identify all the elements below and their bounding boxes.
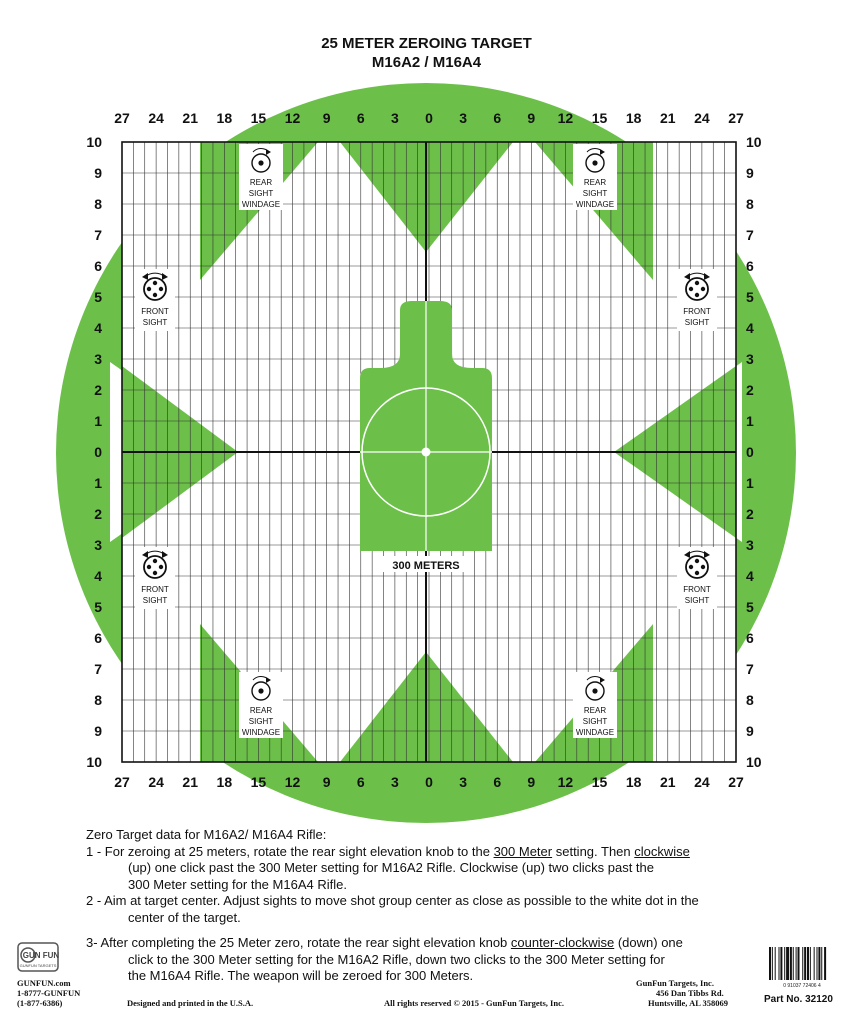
row-label-right: 2 [746, 506, 754, 522]
row-label-left: 3 [94, 351, 102, 367]
row-label-right: 5 [746, 599, 754, 615]
rear-sight-windage-icon [239, 144, 283, 210]
row-label-right: 2 [746, 382, 754, 398]
rear-sight-label-2-2: WINDAGE [241, 728, 281, 737]
row-label-right: 4 [746, 320, 754, 336]
instructions-heading: Zero Target data for M16A2/ M16A4 Rifle: [86, 827, 327, 842]
column-label-bottom: 21 [659, 774, 676, 790]
phone-digits: (1-877-6386) [17, 998, 63, 1008]
column-label-top: 18 [625, 110, 642, 126]
row-label-right: 1 [746, 413, 754, 429]
row-label-right: 3 [746, 537, 754, 553]
front-sight-label-0-1: SIGHT [142, 318, 168, 327]
row-label-right: 3 [746, 351, 754, 367]
row-label-left: 6 [94, 258, 102, 274]
row-label-right: 8 [746, 692, 754, 708]
column-label-top: 15 [591, 110, 608, 126]
front-sight-label-1-0: FRONT [683, 307, 711, 316]
column-label-top: 12 [284, 110, 301, 126]
front-sight-label-3-0: FRONT [683, 585, 711, 594]
front-sight-icon [135, 547, 175, 609]
column-label-top: 24 [694, 110, 710, 126]
column-label-top: 0 [425, 110, 433, 126]
instruction-step-3-line-2: click to the 300 Meter setting for the M16A2 Rifle, down two clicks to the 300 Meter setting for [128, 951, 665, 967]
copyright: All rights reserved © 2015 - GunFun Targets, Inc. [384, 998, 564, 1008]
instruction-step-1-line-3: 300 Meter setting for the M16A4 Rifle. [128, 876, 347, 892]
row-label-right: 6 [746, 630, 754, 646]
svg-text:GUN FUN: GUN FUN [22, 951, 59, 960]
row-label-left: 3 [94, 537, 102, 553]
row-label-right: 5 [746, 289, 754, 305]
column-label-bottom: 24 [148, 774, 164, 790]
row-label-right: 0 [746, 444, 754, 460]
row-label-left: 1 [94, 413, 102, 429]
front-sight-label-1-1: SIGHT [684, 318, 710, 327]
row-label-left: 6 [94, 630, 102, 646]
column-label-top: 6 [493, 110, 502, 126]
column-label-bottom: 18 [625, 774, 642, 790]
front-sight-label-3-1: SIGHT [684, 596, 710, 605]
instruction-step-1-line-2: (up) one click past the 300 Meter setting for M16A2 Rifle. Clockwise (up) two clicks past the [128, 860, 654, 875]
rear-sight-label-0-1: SIGHT [248, 189, 274, 198]
column-label-bottom: 6 [356, 774, 365, 790]
column-label-bottom: 15 [591, 774, 608, 790]
row-label-left: 2 [94, 506, 102, 522]
row-label-right: 1 [746, 475, 754, 491]
phone: 1-8777-GUNFUN [17, 988, 81, 998]
instruction-step-1: 1 - For zeroing at 25 meters, rotate the rear sight elevation knob to the 300 Meter setting. Then clockwise [86, 843, 690, 859]
row-label-right: 6 [746, 258, 754, 274]
column-label-bottom: 0 [425, 774, 433, 790]
rear-sight-label-0-0: REAR [249, 178, 273, 187]
row-label-left: 10 [86, 754, 102, 770]
front-sight-label-2-0: FRONT [141, 585, 169, 594]
front-sight-icon [677, 547, 717, 609]
column-label-bottom: 9 [322, 774, 331, 790]
rear-sight-label-0-2: WINDAGE [241, 200, 281, 209]
column-label-bottom: 27 [114, 774, 130, 790]
column-label-bottom: 27 [728, 774, 744, 790]
center-label-300-meters: 300 METERS [392, 560, 460, 572]
front-sight-label-2-1: SIGHT [142, 596, 168, 605]
part-number: Part No. 32120 [764, 994, 833, 1005]
row-label-left: 1 [94, 475, 102, 491]
rear-sight-windage-icon [239, 672, 283, 738]
row-label-right: 10 [746, 754, 762, 770]
rear-sight-label-2-1: SIGHT [248, 717, 274, 726]
column-label-bottom: 6 [493, 774, 502, 790]
column-label-bottom: 24 [694, 774, 710, 790]
page-title: 25 METER ZEROING TARGET [321, 35, 532, 52]
row-label-right: 10 [746, 134, 762, 150]
row-label-right: 7 [746, 661, 754, 677]
column-label-bottom: 12 [557, 774, 574, 790]
rear-sight-label-3-1: SIGHT [582, 717, 608, 726]
row-label-left: 8 [94, 196, 102, 212]
column-label-top: 27 [728, 110, 744, 126]
column-label-bottom: 21 [182, 774, 199, 790]
row-label-right: 9 [746, 723, 754, 739]
column-label-bottom: 9 [527, 774, 536, 790]
column-label-bottom: 12 [284, 774, 301, 790]
row-label-left: 4 [94, 568, 102, 584]
page-subtitle: M16A2 / M16A4 [371, 54, 482, 71]
column-label-top: 24 [148, 110, 164, 126]
row-label-left: 7 [94, 661, 102, 677]
column-label-top: 15 [250, 110, 267, 126]
column-label-top: 21 [659, 110, 676, 126]
svg-text:0 91037 72406 4: 0 91037 72406 4 [783, 983, 821, 989]
front-sight-icon [677, 269, 717, 331]
column-label-top: 6 [356, 110, 365, 126]
rear-sight-label-1-1: SIGHT [582, 189, 608, 198]
column-label-top: 12 [557, 110, 574, 126]
white-aim-dot [422, 448, 431, 457]
rear-sight-windage-icon [573, 672, 617, 738]
column-label-top: 3 [459, 110, 468, 126]
rear-sight-label-2-0: REAR [249, 706, 273, 715]
row-label-left: 9 [94, 723, 102, 739]
column-label-top: 21 [182, 110, 199, 126]
column-label-bottom: 3 [459, 774, 468, 790]
rear-sight-label-1-0: REAR [583, 178, 607, 187]
row-label-right: 9 [746, 165, 754, 181]
instruction-step-3-line-3: the M16A4 Rifle. The weapon will be zeroed for 300 Meters. [128, 968, 474, 983]
row-label-left: 4 [94, 320, 102, 336]
row-label-left: 8 [94, 692, 102, 708]
instruction-step-2-line-2: center of the target. [128, 909, 241, 925]
row-label-right: 7 [746, 227, 754, 243]
column-label-top: 3 [390, 110, 399, 126]
company-name: GunFun Targets, Inc. [636, 978, 714, 988]
rear-sight-label-3-2: WINDAGE [575, 728, 615, 737]
designed-in-usa: Designed and printed in the U.S.A. [127, 998, 254, 1008]
column-label-top: 9 [527, 110, 536, 126]
website: GUNFUN.com [17, 978, 71, 988]
column-label-top: 18 [216, 110, 233, 126]
row-label-left: 7 [94, 227, 102, 243]
underlined-counter-clockwise: counter-clockwise [510, 935, 615, 950]
instruction-step-2: 2 - Aim at target center. Adjust sights to move shot group center as close as possible to the white dot in the [86, 893, 699, 908]
row-label-left: 2 [94, 382, 102, 398]
underlined-clockwise: clockwise [634, 843, 690, 859]
svg-text:GUNFUN TARGETS: GUNFUN TARGETS [19, 963, 57, 968]
underlined-300-meter: 300 Meter [493, 843, 553, 859]
column-label-top: 27 [114, 110, 130, 126]
column-label-bottom: 18 [216, 774, 233, 790]
front-sight-label-0-0: FRONT [141, 307, 169, 316]
row-label-left: 10 [86, 134, 102, 150]
gunfun-logo-icon [17, 942, 59, 972]
row-label-right: 8 [746, 196, 754, 212]
column-label-top: 9 [322, 110, 331, 126]
row-label-right: 4 [746, 568, 754, 584]
row-label-left: 5 [94, 599, 102, 615]
front-sight-icon [135, 269, 175, 331]
row-label-left: 0 [94, 444, 102, 460]
instruction-step-3: 3- After completing the 25 Meter zero, rotate the rear sight elevation knob counter-clockwise (down) one [86, 935, 683, 950]
rear-sight-windage-icon [573, 144, 617, 210]
column-label-bottom: 15 [250, 774, 267, 790]
row-label-left: 5 [94, 289, 102, 305]
company-address: 456 Dan Tibbs Rd. [656, 988, 724, 998]
company-city: Huntsville, AL 358069 [648, 998, 729, 1008]
column-label-bottom: 3 [390, 774, 399, 790]
zero-instructions [86, 827, 786, 985]
rear-sight-label-3-0: REAR [583, 706, 607, 715]
row-label-left: 9 [94, 165, 102, 181]
rear-sight-label-1-2: WINDAGE [575, 200, 615, 209]
barcode-icon [767, 947, 837, 989]
